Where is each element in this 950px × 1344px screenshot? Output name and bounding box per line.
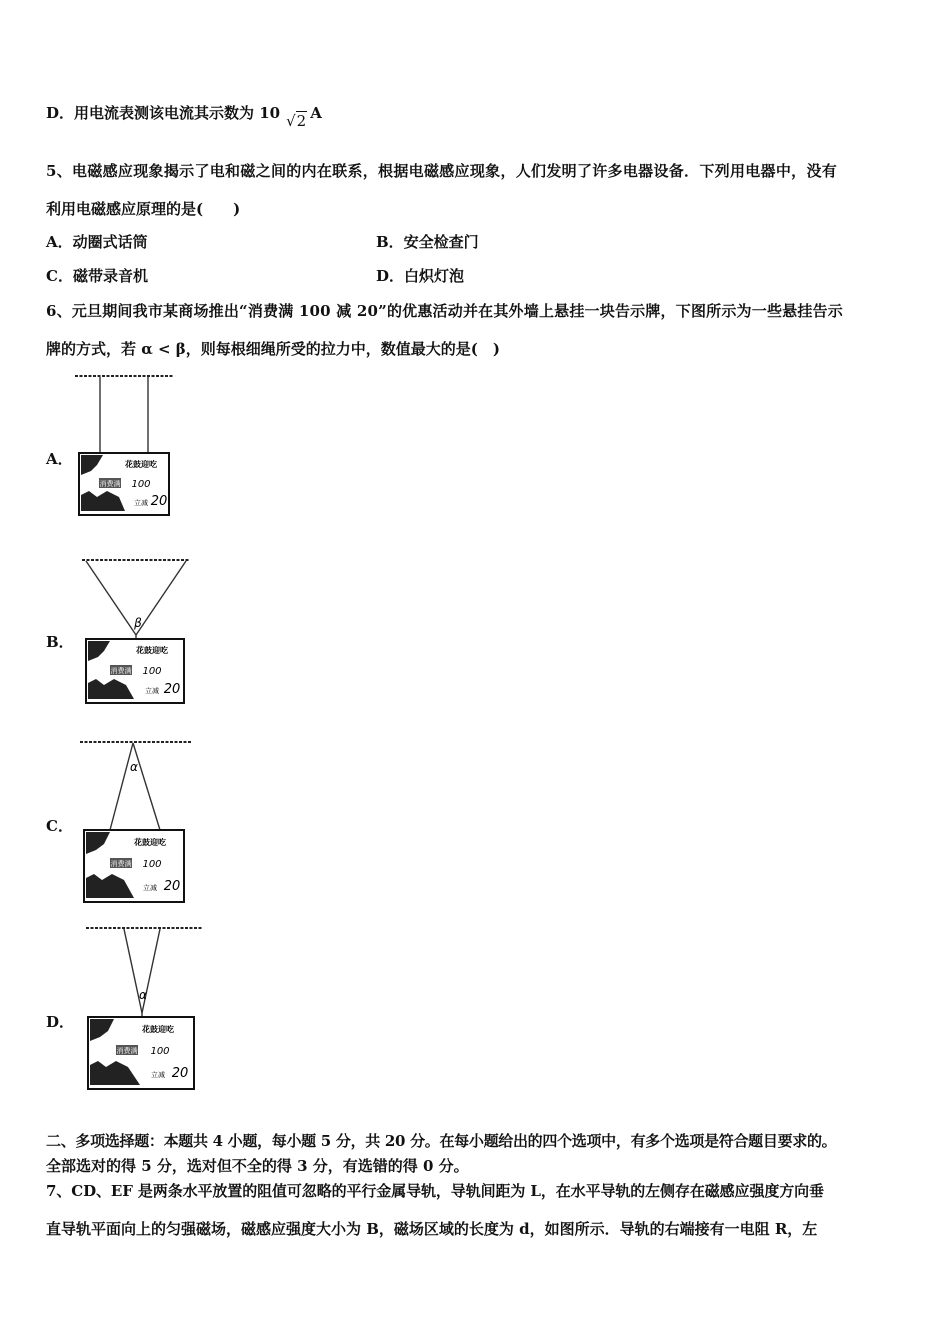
q6-figure-c (74, 735, 198, 907)
notice-sign (86, 639, 184, 703)
svg-text:100: 100 (142, 859, 162, 870)
q5-option-d: D．白炽灯泡 (376, 267, 465, 285)
svg-text:花鼓迎吃: 花鼓迎吃 (142, 1025, 174, 1034)
notice-sign (88, 1017, 194, 1089)
notice-sign (79, 453, 169, 515)
rope (110, 743, 133, 830)
svg-text:花鼓迎吃: 花鼓迎吃 (125, 460, 157, 469)
q5-option-c: C．磁带录音机 (46, 267, 148, 285)
rope (136, 561, 186, 635)
q7-line2: 直导轨平面向上的匀强磁场，磁感应强度大小为 B，磁场区域的长度为 d，如图所示．导轨的右端接有一电阻 R，左 (46, 1220, 818, 1238)
q6-figure-b (76, 553, 194, 711)
q5-stem-line1: 5、电磁感应现象揭示了电和磁之间的内在联系，根据电磁感应现象，人们发明了许多电器设备．下列用电器中，没有 (46, 162, 838, 180)
q6-figure-a-label: A． (46, 450, 73, 468)
svg-text:20: 20 (163, 879, 181, 894)
q6-stem-line1: 6、元旦期间我市某商场推出“消费满 100 减 20”的优惠活动并在其外墙上悬挂一块告示牌，下图所示为一些悬挂告示 (46, 302, 843, 320)
svg-text:20: 20 (150, 494, 168, 509)
notice-sign (84, 830, 184, 902)
q4-option-d-unit: A (310, 104, 322, 122)
svg-text:花鼓迎吃: 花鼓迎吃 (134, 838, 166, 847)
q5-option-b: B．安全检查门 (376, 233, 479, 251)
svg-text:100: 100 (142, 666, 162, 677)
svg-text:消费满: 消费满 (110, 860, 132, 868)
section2-header-line2: 全部选对的得 5 分，选对但不全的得 3 分，有选错的得 0 分。 (46, 1157, 469, 1175)
q6-figure-b-label: B． (46, 633, 74, 651)
svg-text:消费满: 消费满 (110, 667, 132, 675)
q6-stem-line2: 牌的方式，若 α < β，则每根细绳所受的拉力中，数值最大的是( ) (46, 340, 500, 358)
q6-figure-a (70, 370, 180, 522)
q5-option-a: A．动圈式话筒 (46, 233, 148, 251)
svg-text:20: 20 (171, 1066, 189, 1081)
angle-beta-label: β (134, 616, 142, 630)
svg-text:立减: 立减 (145, 687, 159, 695)
angle-alpha-label: α (130, 760, 138, 774)
angle-alpha-label: α (139, 988, 147, 1002)
svg-text:消费满: 消费满 (116, 1047, 138, 1055)
q4-option-d (46, 103, 322, 130)
svg-text:100: 100 (131, 479, 151, 490)
sqrt-symbol: √2 (286, 112, 307, 130)
q6-figure-d (80, 921, 206, 1097)
svg-text:立减: 立减 (134, 499, 148, 507)
svg-text:立减: 立减 (143, 884, 157, 892)
rope (86, 561, 136, 635)
svg-text:100: 100 (150, 1046, 170, 1057)
section2-header-line1: 二、多项选择题：本题共 4 小题，每小题 5 分，共 20 分。在每小题给出的四个选项中，有多个选项是符合题目要求的。 (46, 1132, 837, 1150)
q5-stem-line2: 利用电磁感应原理的是( ) (46, 200, 241, 218)
svg-text:花鼓迎吃: 花鼓迎吃 (136, 646, 168, 655)
q6-figure-d-label: D． (46, 1013, 75, 1031)
rope (133, 743, 160, 830)
svg-text:立减: 立减 (151, 1071, 165, 1079)
svg-text:20: 20 (163, 682, 181, 697)
q7-line1: 7、CD、EF 是两条水平放置的阻值可忽略的平行金属导轨，导轨间距为 L，在水平导轨的左侧存在磁感应强度方向垂 (46, 1182, 824, 1200)
q4-option-d-text: D．用电流表测该电流其示数为 10 (46, 104, 281, 122)
svg-text:消费满: 消费满 (99, 480, 121, 488)
q6-figure-c-label: C． (46, 817, 73, 835)
